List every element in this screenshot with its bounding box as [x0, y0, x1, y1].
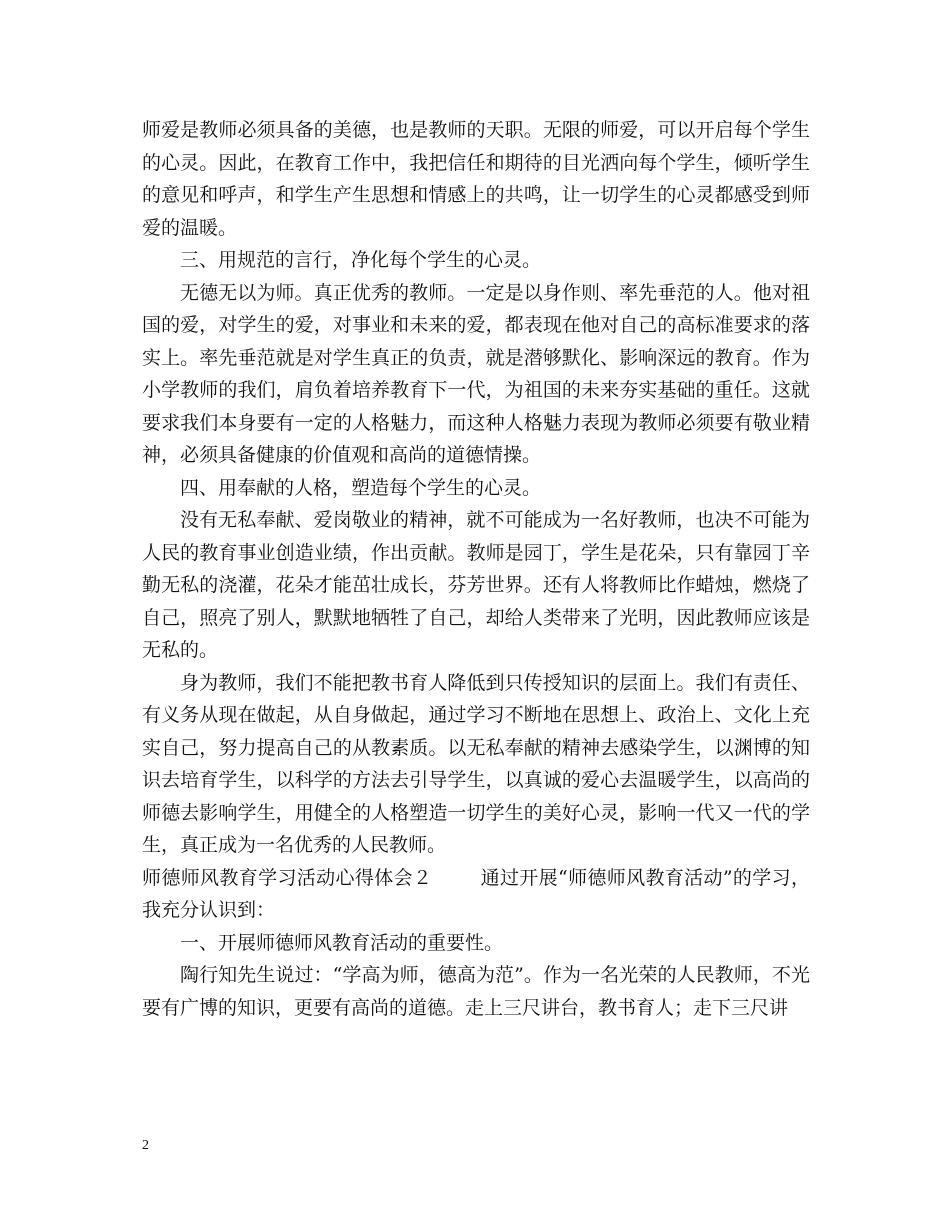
paragraph: 陶行知先生说过：“学高为师，德高为范”。作为一名光荣的人民教师，不光要有广博的知识，更要有高尚的道德。走上三尺讲台，教书育人；走下三尺讲 — [142, 964, 810, 1019]
document-body — [142, 114, 810, 1024]
section-heading-four: 四、用奉献的人格，塑造每个学生的心灵。 — [180, 476, 542, 499]
section-heading-one: 一、开展师德师风教育活动的重要性。 — [180, 931, 504, 954]
paragraph: 师爱是教师必须具备的美德，也是教师的天职。无限的师爱，可以开启每个学生的心灵。因此，在教育工作中，我把信任和期待的目光洒向每个学生，倾听学生的意见和呼声，和学生产生思想和情感上的共鸣，让一切学生的心灵都感受到师爱的温暖。 — [142, 119, 810, 239]
section-title: 师德师风教育学习活动心得体会２ — [142, 866, 433, 889]
section-title-line — [142, 862, 810, 927]
section-heading-three: 三、用规范的言行，净化每个学生的心灵。 — [180, 249, 542, 271]
page-number: 2 — [142, 1138, 149, 1153]
paragraph: 无德无以为师。真正优秀的教师。一定是以身作则、率先垂范的人。他对祖国的爱，对学生的爱，对事业和未来的爱，都表现在他对自己的高标准要求的落实上。率先垂范就是对学生真正的负责，就是潜够默化、影响深远的教育。作为小学教师的我们，肩负着培养教育下一代，为祖国的未来夯实基础的重任。这就要求我们本身要有一定的人格魅力，而这种人格魅力表现为教师必须要有敬业精神，必须具备健康的价值观和高尚的道德情操。 — [142, 281, 810, 466]
paragraph: 身为教师，我们不能把教书育人降低到只传授知识的层面上。我们有责任、有义务从现在做起，从自身做起，通过学习不断地在思想上、政治上、文化上充实自己，努力提高自己的从教素质。以无私奉献的精神去感染学生，以渊博的知识去培育学生，以科学的方法去引导学生，以真诚的爱心去温暖学生，以高尚的师德去影响学生，用健全的人格塑造一切学生的美好心灵，影响一代又一代的学生，真正成为一名优秀的人民教师。 — [142, 671, 810, 856]
section-intro: 通过开展“师德师风教育活动”的学习，我充分认识到： — [142, 866, 810, 921]
paragraph: 没有无私奉献、爱岗敬业的精神，就不可能成为一名好教师，也决不可能为人民的教育事业创造业绩，作出贡献。教师是园丁，学生是花朵，只有靠园丁辛勤无私的浇灌，花朵才能茁壮成长，芬芳世界。还有人将教师比作蜡烛，燃烧了自己，照亮了别人，默默地牺牲了自己，却给人类带来了光明，因此教师应该是无私的。 — [142, 509, 810, 661]
